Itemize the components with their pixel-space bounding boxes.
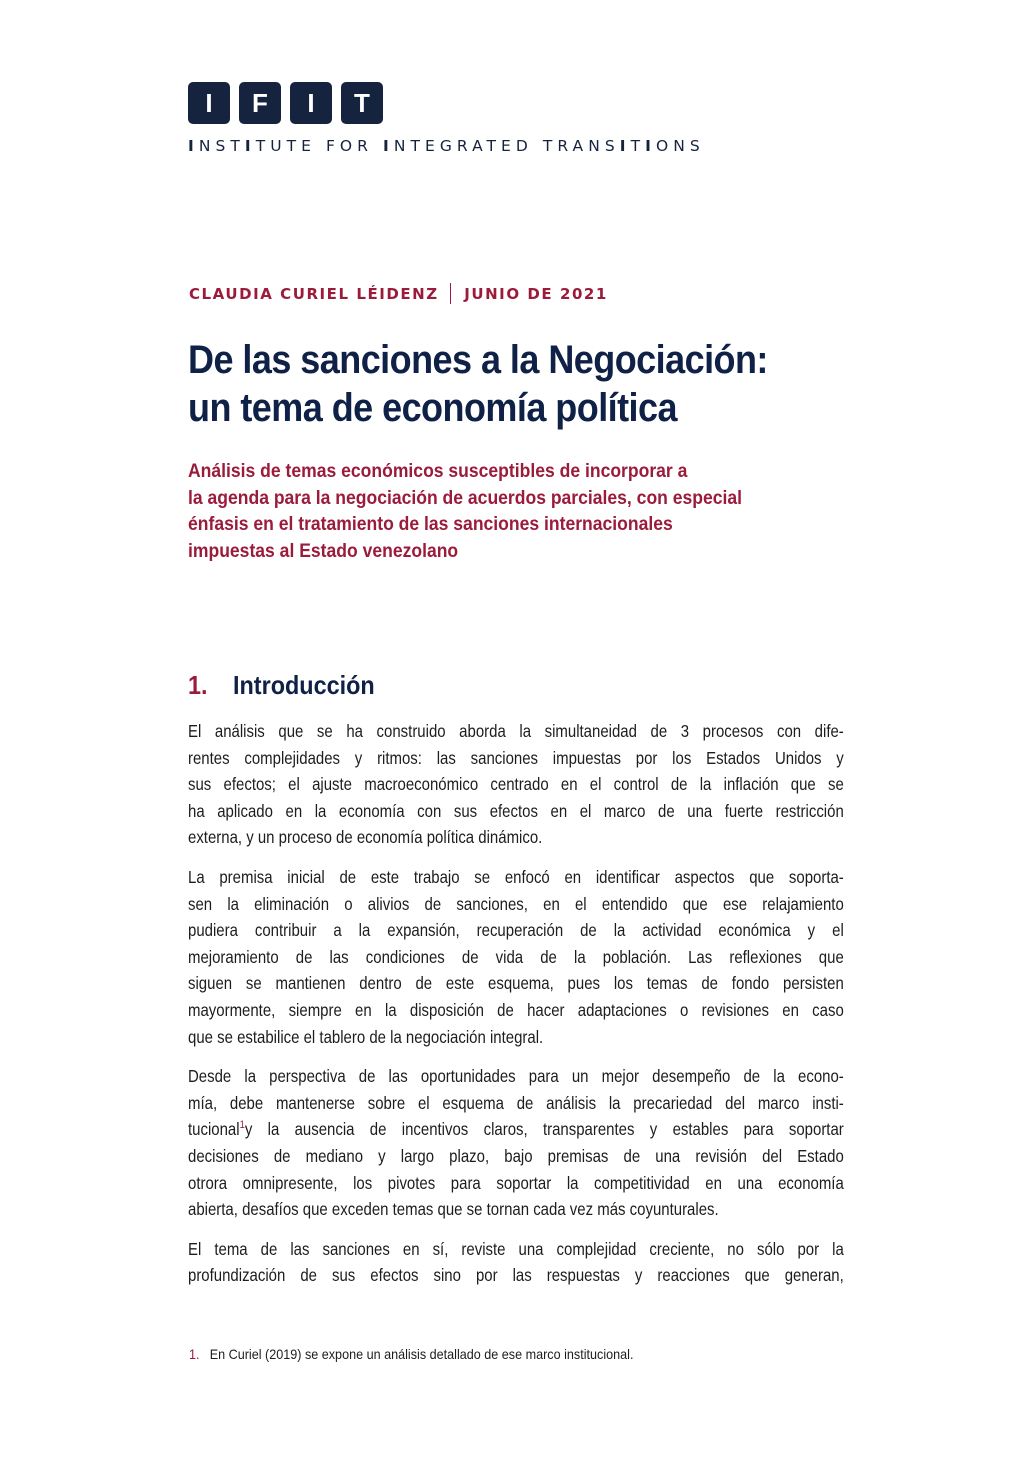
logo-letter-box: I [290, 82, 332, 124]
footnote-number: 1. [189, 1346, 200, 1362]
paragraph [188, 1063, 844, 1223]
tagline-part: TUTE FOR [255, 137, 383, 155]
text-line: El tema de las sanciones en sí, reviste una complejidad creciente, no sólo por la [188, 1238, 844, 1259]
title-line: un tema de economía política [188, 386, 677, 430]
paragraph [188, 864, 844, 1050]
logo-letter-box: F [239, 82, 281, 124]
body-text [188, 718, 844, 1302]
logo-letter-box: T [341, 82, 383, 124]
text-line: mayormente, siempre en la disposición de hacer adaptaciones o revisiones en caso [188, 999, 844, 1020]
text-line: rentes complejidades y ritmos: las sanciones impuestas por los Estados Unidos y [188, 747, 844, 768]
subtitle-line: énfasis en el tratamiento de las sanciones internacionales [188, 513, 673, 535]
author-name: CLAUDIA CURIEL LÉIDENZ [189, 284, 439, 303]
text-line: El análisis que se ha construido aborda la simultaneidad de 3 procesos con dife- [188, 721, 844, 741]
text-line: mejoramiento de las condiciones de vida de la población. Las reflexiones que [188, 946, 844, 967]
tagline-part: I [244, 137, 256, 155]
tagline-part: I [645, 137, 656, 155]
text-line: ha aplicado en la economía con sus efectos en el marco de una fuerte restricción [188, 800, 844, 821]
tagline-part: T [630, 137, 646, 155]
text-line: Desde la perspectiva de las oportunidades para un mejor desempeño de la econo- [188, 1066, 844, 1087]
text-line: externa, y un proceso de economía política dinámico. [188, 827, 543, 848]
subtitle-line: la agenda para la negociación de acuerdos parciales, con especial [188, 486, 743, 509]
subtitle-line: impuestas al Estado venezolano [188, 539, 459, 562]
text-line: profundización de sus efectos sino por las respuestas y reacciones que generan, [188, 1265, 844, 1286]
subtitle-line: Análisis de temas económicos susceptibles de incorporar a [188, 460, 688, 482]
byline [189, 283, 608, 304]
section-number: 1. [188, 670, 208, 700]
publication-date: JUNIO DE 2021 [464, 284, 608, 303]
text-line: mía, debe mantenerse sobre el esquema de análisis la precariedad del marco insti- [188, 1092, 844, 1113]
section-heading [188, 668, 375, 702]
text-line: abierta, desafíos que exceden temas que se tornan cada vez más coyunturales. [188, 1199, 719, 1220]
tagline-part: I [619, 137, 631, 155]
text-line: que se estabilice el tablero de la negociación integral. [188, 1026, 544, 1047]
footnote [189, 1345, 633, 1363]
ifit-logo [188, 82, 705, 155]
document-title [188, 336, 908, 432]
footnote-text: En Curiel (2019) se expone un análisis detallado de ese marco institucional. [209, 1346, 634, 1362]
logo-tagline [188, 137, 705, 155]
section-title: Introducción [233, 670, 375, 700]
document-subtitle [188, 458, 836, 564]
text-line: La premisa inicial de este trabajo se enfocó en identificar aspectos que soporta- [188, 866, 844, 887]
text-fragment: tucional [188, 1119, 240, 1140]
tagline-part: NST [198, 137, 245, 155]
logo-letter-boxes [188, 82, 705, 124]
text-line: decisiones de mediano y largo plazo, bajo premisas de una revisión del Estado [188, 1145, 844, 1166]
text-line: otrora omnipresente, los pivotes para soportar la competitividad en una economía [188, 1172, 844, 1193]
title-line: De las sanciones a la Negociación: [188, 338, 768, 382]
text-line: pudiera contribuir a la expansión, recuperación de la actividad económica y el [188, 920, 844, 941]
text-fragment: y la ausencia de incentivos claros, transparentes y estables para soportar [244, 1119, 844, 1140]
logo-letter-box: I [188, 82, 230, 124]
text-line: sus efectos; el ajuste macroeconómico centrado en el control de la inflación que se [188, 774, 844, 795]
tagline-part: I [188, 137, 199, 155]
text-line: siguen se mantienen dentro de este esquema, pues los temas de fondo persisten [188, 973, 844, 994]
tagline-part: NTEGRATED TRANS [393, 137, 620, 155]
tagline-part: I [382, 137, 394, 155]
text-line [188, 1116, 844, 1143]
footnote-reference[interactable]: 1 [239, 1119, 245, 1132]
paragraph [188, 718, 844, 851]
tagline-part: ONS [655, 137, 705, 155]
paragraph [188, 1236, 844, 1289]
text-line: sen la eliminación o alivios de sanciones, en el entendido que ese relajamiento [188, 893, 844, 914]
byline-separator [450, 283, 452, 304]
